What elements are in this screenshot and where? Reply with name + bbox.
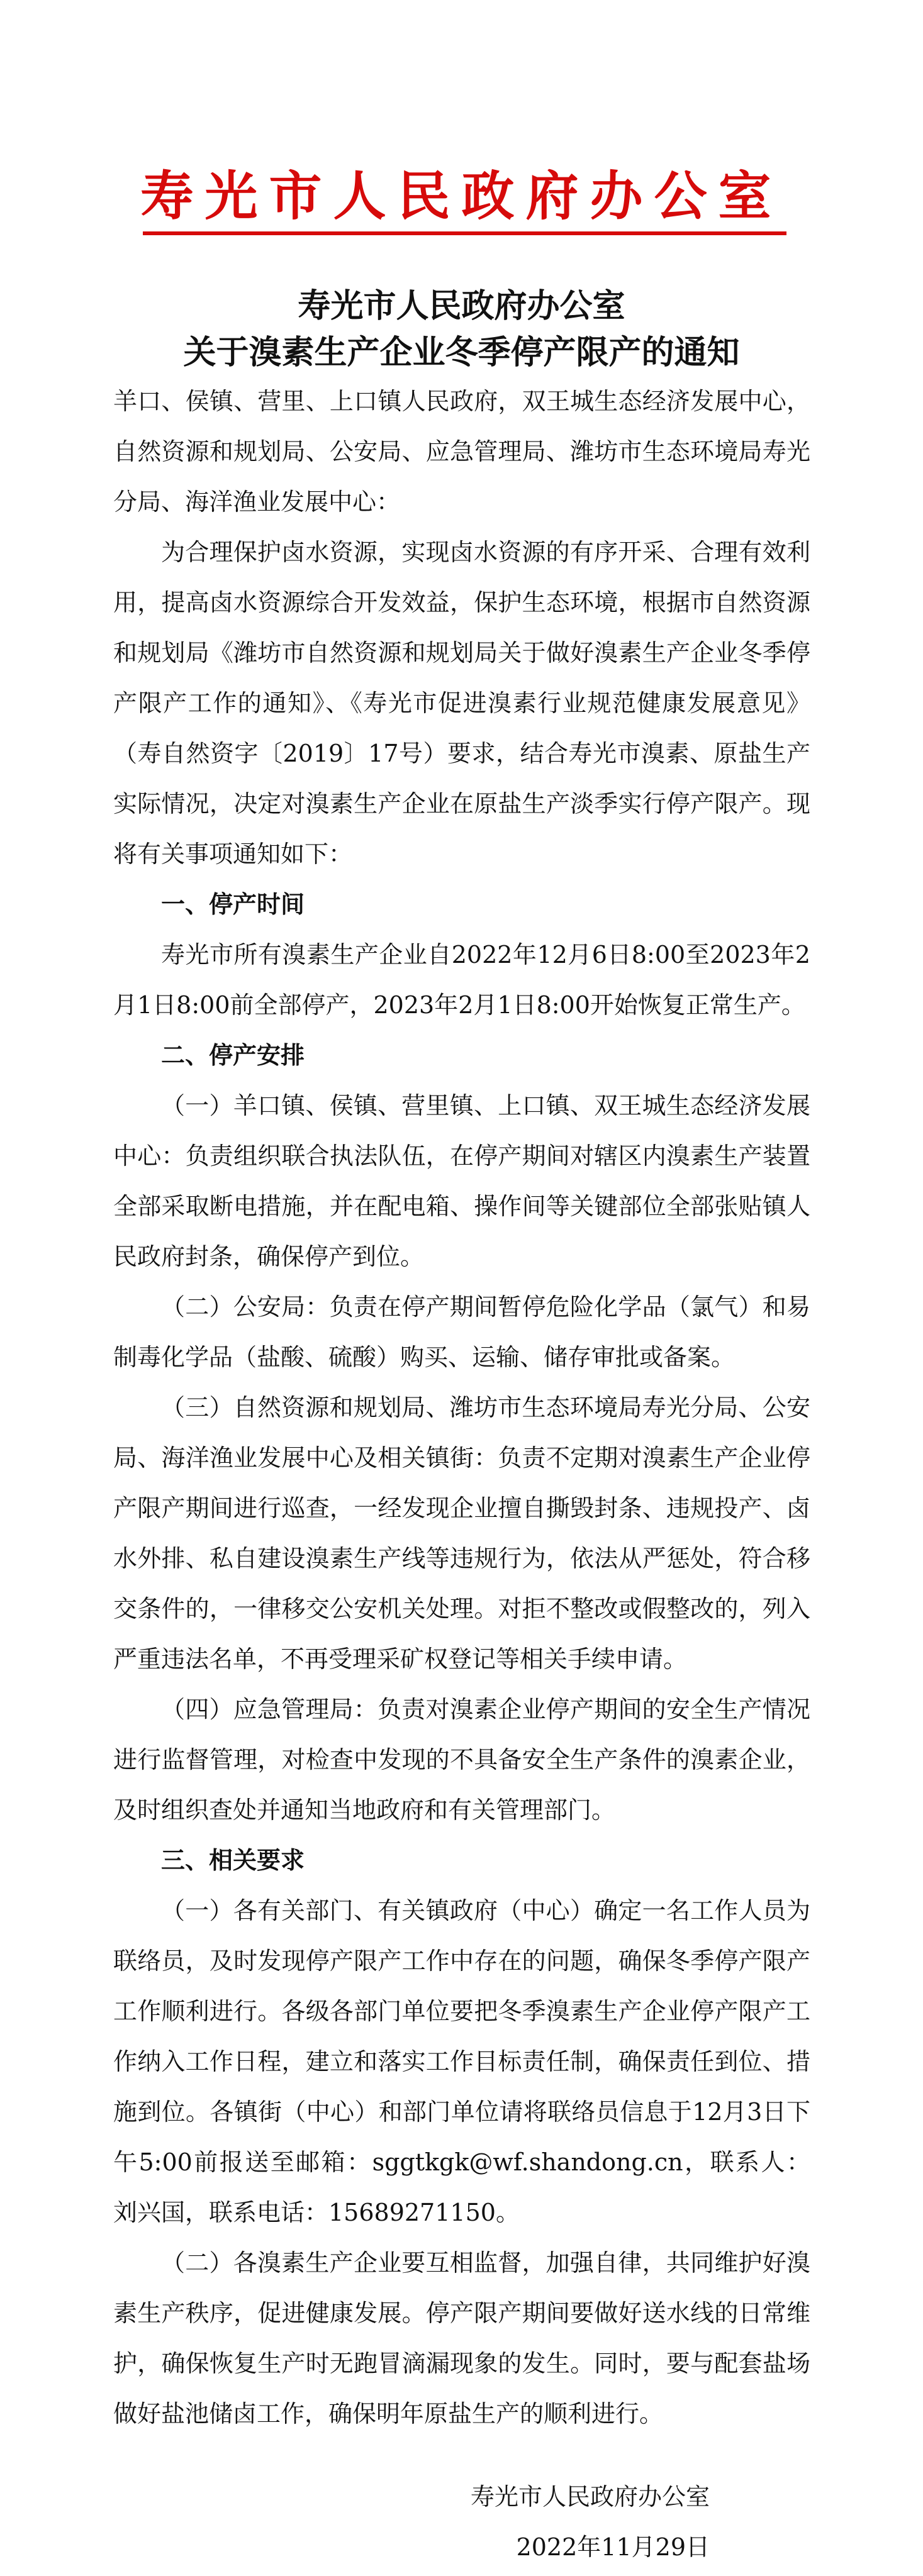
- section-3-paragraph-1: （一）各有关部门、有关镇政府（中心）确定一名工作人员为联络员，及时发现停产限产工作中存在的问题，确保冬季停产限产工作顺利进行。各级各部门单位要把冬季溴素生产企业停产限产工作纳入工作日程，建立和落实工作目标责任制，确保责任到位、措施到位。各镇街（中心）和部门单位请将联络员信息于12月3日下午5:00前报送至邮箱：sggtkgk@wf.shandong.cn，联系人：刘兴国，联系电话：15689271150。: [113, 1897, 810, 2226]
- title-line-1: 寿光市人民政府办公室: [298, 287, 625, 325]
- red-masthead: 寿光市人民政府办公室: [140, 165, 783, 227]
- section-1-paragraph: 寿光市所有溴素生产企业自2022年12月6日8:00至2023年2月1日8:00前全部停产，2023年2月1日8:00开始恢复正常生产。: [113, 941, 810, 1019]
- recipients: 羊口、侯镇、营里、上口镇人民政府，双王城生态经济发展中心，自然资源和规划局、公安局、应急管理局、潍坊市生态环境局寿光分局、海洋渔业发展中心：: [113, 387, 810, 516]
- intro-paragraph: 为合理保护卤水资源，实现卤水资源的有序开采、合理有效利用，提高卤水资源综合开发效益，保护生态环境，根据市自然资源和规划局《潍坊市自然资源和规划局关于做好溴素生产企业冬季停产限产工作的通知》、《寿光市促进溴素行业规范健康发展意见》（寿自然资字〔2019〕17号）要求，结合寿光市溴素、原盐生产实际情况，决定对溴素生产企业在原盐生产淡季实行停产限产。现将有关事项通知如下：: [113, 538, 810, 868]
- document-body: [113, 376, 810, 2439]
- section-2-paragraph-1: （一）羊口镇、侯镇、营里镇、上口镇、双王城生态经济发展中心：负责组织联合执法队伍，在停产期间对辖区内溴素生产装置全部采取断电措施，并在配电箱、操作间等关键部位全部张贴镇人民政府封条，确保停产到位。: [113, 1092, 810, 1270]
- section-heading-3: 三、相关要求: [161, 1846, 305, 1874]
- section-heading-2: 二、停产安排: [161, 1041, 305, 1069]
- red-divider-line: [143, 231, 786, 235]
- issue-date: 2022年11月29日: [516, 2533, 710, 2561]
- issuer-name: 寿光市人民政府办公室: [470, 2483, 710, 2511]
- signature-block: [0, 2472, 710, 2572]
- section-3-paragraph-2: （二）各溴素生产企业要互相监督，加强自律，共同维护好溴素生产秩序，促进健康发展。停产限产期间要做好送水线的日常维护，确保恢复生产时无跑冒滴漏现象的发生。同时，要与配套盐场做好盐池储卤工作，确保明年原盐生产的顺利进行。: [113, 2249, 810, 2428]
- section-2-paragraph-3: （三）自然资源和规划局、潍坊市生态环境局寿光分局、公安局、海洋渔业发展中心及相关镇街：负责不定期对溴素生产企业停产限产期间进行巡查，一经发现企业擅自撕毁封条、违规投产、卤水外排、私自建设溴素生产线等违规行为，依法从严惩处，符合移交条件的，一律移交公安机关处理。对拒不整改或假整改的，列入严重违法名单，不再受理采矿权登记等相关手续申请。: [113, 1394, 810, 1673]
- section-2-paragraph-4: （四）应急管理局：负责对溴素企业停产期间的安全生产情况进行监督管理，对检查中发现的不具备安全生产条件的溴素企业，及时组织查处并通知当地政府和有关管理部门。: [113, 1696, 810, 1824]
- section-2-paragraph-2: （二）公安局：负责在停产期间暂停危险化学品（氯气）和易制毒化学品（盐酸、硫酸）购买、运输、储存审批或备案。: [113, 1293, 810, 1371]
- section-heading-1: 一、停产时间: [161, 891, 305, 918]
- title-line-2: 关于溴素生产企业冬季停产限产的通知: [183, 333, 740, 372]
- document-title: [0, 283, 923, 376]
